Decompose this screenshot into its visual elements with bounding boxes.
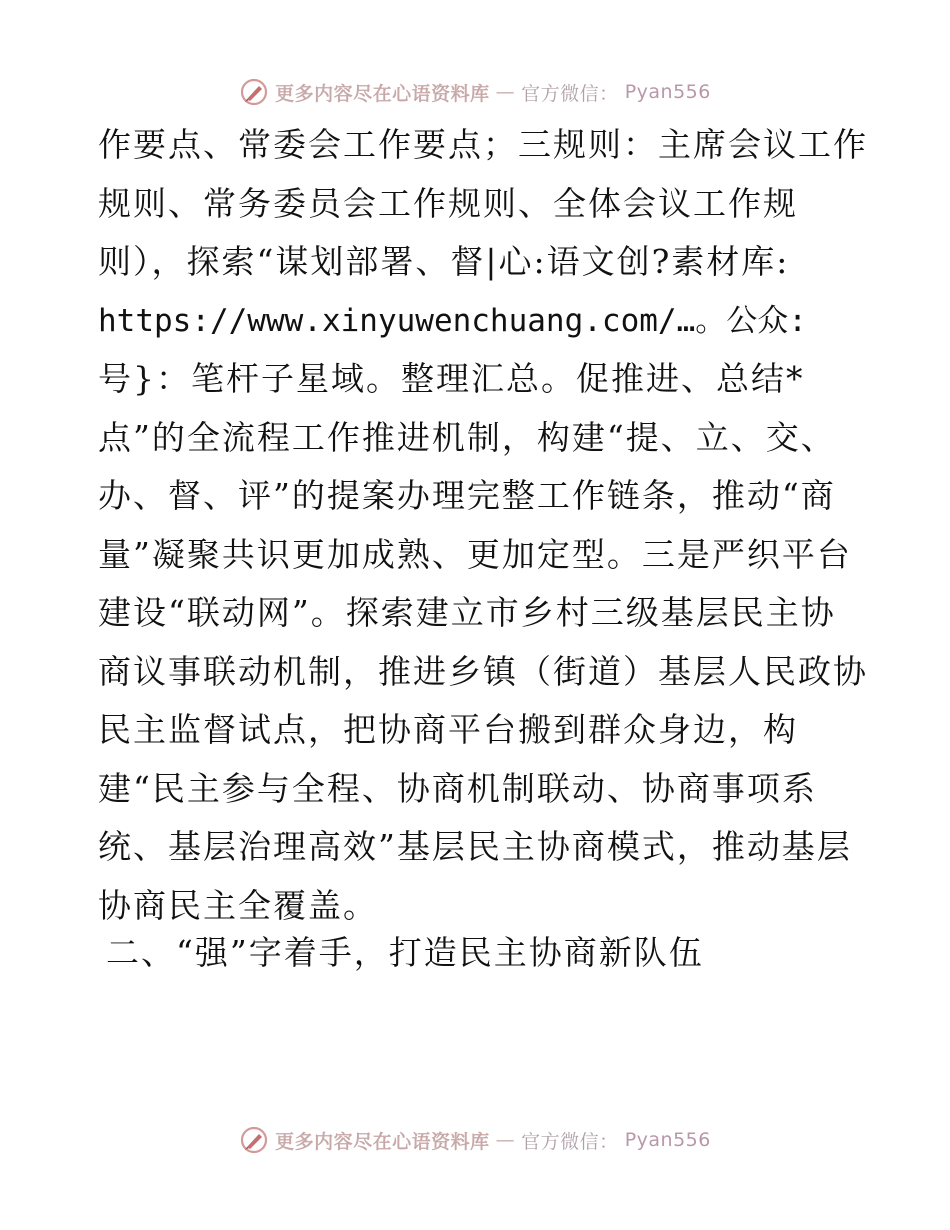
body-line: 号}：笔杆子星域。整理汇总。促推进、总结* — [98, 359, 805, 398]
quill-circle-icon — [239, 1125, 269, 1155]
body-line: 则），探索“谋划部署、督|心:语文创?素材库: — [98, 242, 790, 281]
watermark-handle: Pyan556 — [624, 1129, 711, 1151]
body-line: 建设“联动网”。探索建立市乡村三级基层民主协 — [98, 593, 836, 632]
watermark-contact-label: 官方微信： — [521, 1130, 619, 1153]
body-line-url: https://www.xinyuwenchuang.com/…。公众: — [98, 302, 807, 339]
watermark-brand: 更多内容尽在心语资料库 — [275, 82, 490, 105]
watermark-brand: 更多内容尽在心语资料库 — [275, 1130, 490, 1153]
footer-watermark — [0, 1120, 950, 1160]
body-line: 办、督、评”的提案办理完整工作链条，推动“商 — [98, 476, 836, 515]
body-line: 规则、常务委员会工作规则、全体会议工作规 — [98, 183, 798, 223]
watermark-handle: Pyan556 — [624, 81, 711, 103]
body-line: 协商民主全覆盖。 — [98, 885, 378, 925]
body-line: 统、基层治理高效”基层民主协商模式，推动基层 — [98, 827, 852, 866]
watermark-dash: — — [495, 1129, 516, 1151]
body-line: 点”的全流程工作推进机制，构建“提、立、交、 — [98, 417, 836, 457]
header-watermark — [0, 72, 950, 112]
body-line: 作要点、常委会工作要点；三规则：主席会议工作 — [98, 125, 868, 164]
section-heading: 二、“强”字着手，打造民主协商新队伍 — [106, 933, 704, 972]
body-line: 建“民主参与全程、协商机制联动、协商事项系 — [98, 768, 817, 808]
watermark-contact-label: 官方微信： — [521, 82, 619, 105]
quill-circle-icon — [239, 77, 269, 107]
body-line: 民主监督试点，把协商平台搬到群众身边，构 — [98, 710, 798, 749]
body-line: 量”凝聚共识更加成熟、更加定型。三是严织平台 — [98, 534, 852, 574]
body-line: 商议事联动机制，推进乡镇（街道）基层人民政协 — [98, 651, 868, 691]
watermark-dash: — — [495, 81, 516, 103]
document-body — [98, 116, 868, 935]
